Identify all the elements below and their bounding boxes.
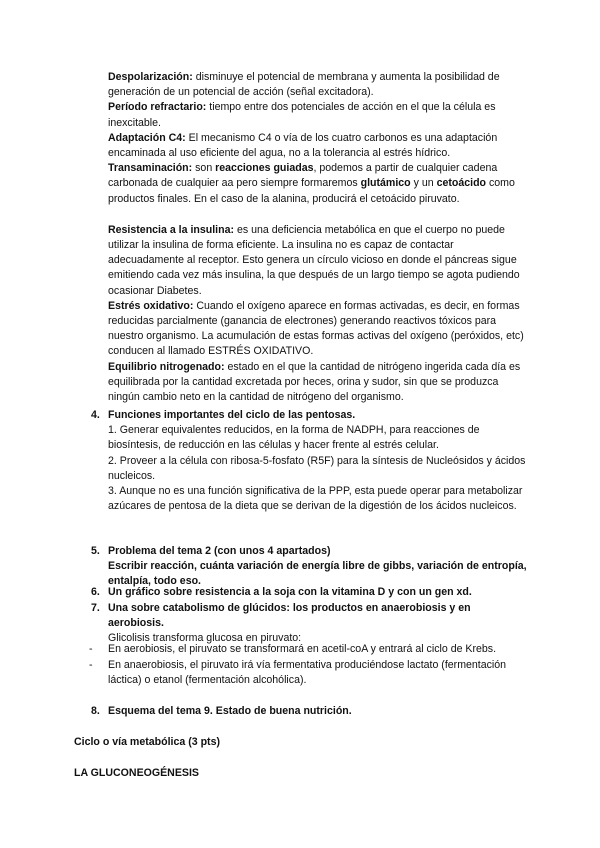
definitions-block (108, 70, 528, 405)
list-item-title: Esquema del tema 9. Estado de buena nutrición. (108, 705, 352, 717)
definition-text: tiempo entre dos potenciales de acción en el que la célula es inexcitable. (108, 101, 496, 129)
definition-resistencia-insulina (108, 223, 528, 299)
definition-bold: reacciones guiadas (215, 162, 314, 175)
definition-estres-oxidativo (108, 299, 528, 360)
list-number: 4. (91, 409, 100, 421)
bullet-dash: - (89, 643, 93, 655)
definition-text: es una deficiencia metabólica en que el cuerpo no puede utilizar la insulina de forma eficiente. La insulina no es capaz de contactar adecuadamente al receptor. Esto genera un círculo vicioso en donde el páncreas sigue emitiendo cada vez más insulina, la que después de un largo tiempo se agota pudiendo ocasionar Diabetes. (108, 223, 520, 297)
definition-text: Cuando el oxígeno aparece en formas activadas, es decir, en formas reducidas parcialmente (ganancia de electrones) generando reactivos tóxicos para nuestro organismo. La acumulación de estas formas activas del oxígeno (peróxidos, etc) conducen al llamado ESTRÉS OXIDATIVO. (108, 299, 524, 358)
definition-term: Estrés oxidativo: (108, 299, 194, 312)
list-item-paragraph: Glicolisis transforma glucosa en piruvato: (108, 632, 302, 645)
list-number: 6. (91, 586, 100, 598)
definition-text: son (192, 162, 216, 175)
list-number: 5. (91, 545, 100, 557)
list-number: 7. (91, 602, 100, 614)
definition-text: y un (410, 177, 437, 190)
list-item-4 (108, 408, 528, 514)
definition-term: Adaptación C4: (108, 131, 186, 144)
bullet-item (108, 642, 528, 657)
definition-bold: cetoácido (436, 177, 487, 190)
definition-adaptacion-c4 (108, 131, 528, 161)
definition-term: Período refractario: (108, 101, 207, 114)
definition-transaminacion (108, 161, 528, 207)
definition-text: disminuye el potencial de membrana y aumenta la posibilidad de generación de un potencial de acción (señal excitadora). (108, 71, 500, 99)
list-item-title: Funciones importantes del ciclo de las pentosas. (108, 409, 356, 421)
list-item-paragraph: 3. Aunque no es una función significativa de la PPP, esta puede operar para metabolizar azúcares de pentosa de la dieta que se derivan de la digestión de los ácidos nucleicos. (108, 485, 523, 513)
definition-text: , podemos a partir de cualquier cadena carbonada de cualquier aa pero siempre formaremos (108, 162, 498, 190)
definition-text: estado en el que la cantidad de nitrógeno ingerida cada día es equilibrada por la cantidad excretada por heces, orina y sudor, sin que se produzca ningún cambio neto en la cantidad de nitrógeno del organismo. (108, 360, 521, 404)
definition-term: Resistencia a la insulina: (108, 223, 234, 236)
bullet-text: En anaerobiosis, el piruvato irá vía fermentativa produciéndose lactato (fermentación láctica) o etanol (fermentación alcohólica). (108, 659, 507, 687)
list-item-subtitle: Escribir reacción, cuánta variación de energía libre de gibbs, variación de entropía, entalpía, todo eso. (108, 560, 527, 588)
list-item-5 (108, 544, 528, 590)
list-item-title: Problema del tema 2 (con unos 4 apartados) (108, 545, 331, 557)
list-item-paragraph: 2. Proveer a la célula con ribosa-5-fosfato (R5F) para la síntesis de Nucleósidos y ácidos nucleicos. (108, 454, 526, 482)
bullet-text: En aerobiosis, el piruvato se transformará en acetil-coA y entrará al ciclo de Krebs. (108, 643, 497, 655)
list-number: 8. (91, 705, 100, 717)
list-item-7 (108, 601, 528, 647)
definition-term: Equilibrio nitrogenado: (108, 360, 225, 373)
definition-text: como productos finales. En el caso de la alanina, producirá el cetoácido piruvato. (108, 177, 515, 205)
list-item-title: Un gráfico sobre resistencia a la soja con la vitamina D y con un gen xd. (108, 586, 472, 598)
definition-term: Despolarización: (108, 71, 193, 83)
definition-bold: glutámico (360, 177, 411, 190)
list-item-8 (108, 704, 528, 719)
bullet-item (108, 658, 528, 688)
definition-periodo-refractario (108, 100, 528, 130)
definition-term: Transaminación: (108, 162, 193, 175)
section-heading: Ciclo o vía metabólica (3 pts) (74, 736, 220, 748)
list-item-paragraph: 1. Generar equivalentes reducidos, en la forma de NADPH, para reacciones de biosíntesis, de reducción en las células y hacer frente al estrés celular. (108, 424, 480, 452)
definition-text: El mecanismo C4 o vía de los cuatro carbonos es una adaptación encaminada al uso eficiente del agua, no a la tolerancia al estrés hídrico. (108, 131, 498, 160)
definition-equilibrio-nitrogenado (108, 360, 528, 406)
section-title: LA GLUCONEOGÉNESIS (74, 767, 199, 779)
bullet-dash: - (89, 659, 93, 671)
definition-despolarizacion (108, 70, 528, 100)
list-item-6 (108, 585, 528, 600)
list-item-title: Una sobre catabolismo de glúcidos: los productos en anaerobiosis y en aerobiosis. (108, 602, 471, 630)
